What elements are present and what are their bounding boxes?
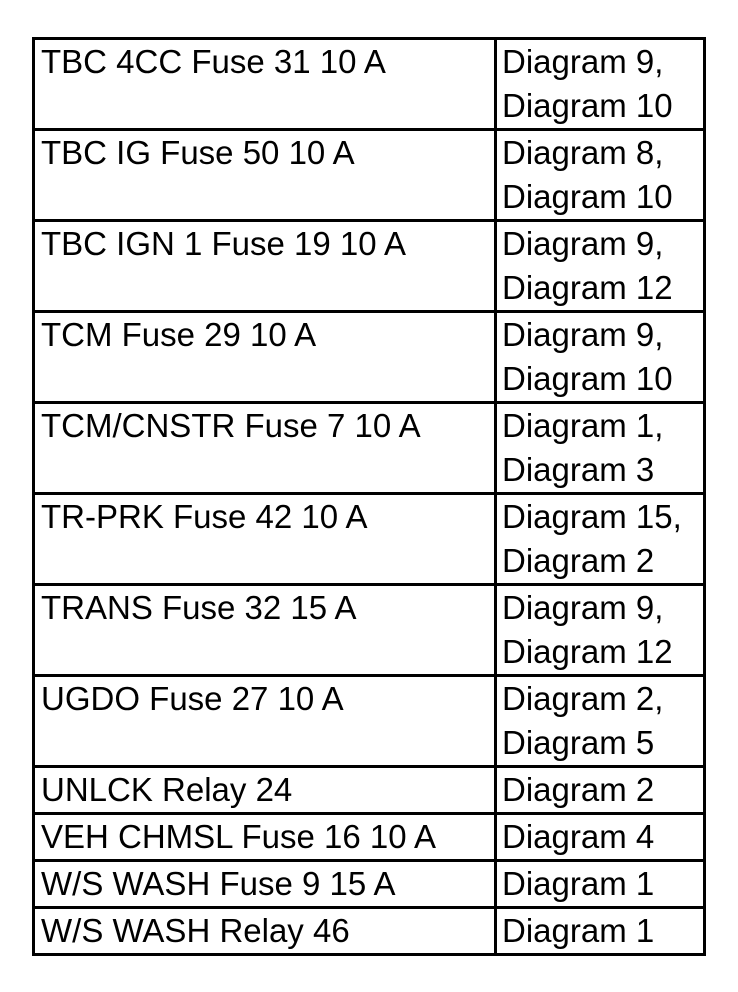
diagram-ref: Diagram 10 bbox=[502, 178, 673, 215]
diagram-cell bbox=[496, 676, 705, 767]
component-cell bbox=[34, 494, 496, 585]
diagram-ref: Diagram 8, bbox=[502, 134, 664, 171]
component-label: UGDO Fuse 27 10 A bbox=[41, 680, 344, 717]
component-cell bbox=[34, 312, 496, 403]
diagram-ref: Diagram 1, bbox=[502, 407, 664, 444]
table-row bbox=[34, 403, 705, 494]
component-cell bbox=[34, 676, 496, 767]
component-cell bbox=[34, 39, 496, 130]
table-row bbox=[34, 585, 705, 676]
fuse-relay-table bbox=[32, 37, 706, 956]
diagram-ref: Diagram 12 bbox=[502, 633, 673, 670]
diagram-ref: Diagram 2 bbox=[502, 542, 655, 579]
diagram-ref: Diagram 1 bbox=[502, 912, 655, 949]
diagram-ref: Diagram 5 bbox=[502, 724, 655, 761]
component-label: TBC IG Fuse 50 10 A bbox=[41, 134, 355, 171]
diagram-ref: Diagram 4 bbox=[502, 818, 655, 855]
diagram-cell bbox=[496, 221, 705, 312]
diagram-cell bbox=[496, 312, 705, 403]
diagram-cell bbox=[496, 130, 705, 221]
component-label: TR-PRK Fuse 42 10 A bbox=[41, 498, 368, 535]
diagram-ref: Diagram 3 bbox=[502, 451, 655, 488]
component-label: VEH CHMSL Fuse 16 10 A bbox=[41, 818, 436, 855]
diagram-ref: Diagram 2 bbox=[502, 771, 655, 808]
diagram-ref: Diagram 9, bbox=[502, 589, 664, 626]
diagram-ref: Diagram 10 bbox=[502, 360, 673, 397]
diagram-cell bbox=[496, 767, 705, 814]
component-cell bbox=[34, 585, 496, 676]
component-cell bbox=[34, 767, 496, 814]
diagram-ref: Diagram 9, bbox=[502, 43, 664, 80]
component-label: W/S WASH Fuse 9 15 A bbox=[41, 865, 396, 902]
diagram-cell bbox=[496, 403, 705, 494]
table-row bbox=[34, 312, 705, 403]
table-row bbox=[34, 494, 705, 585]
component-cell bbox=[34, 814, 496, 861]
diagram-ref: Diagram 2, bbox=[502, 680, 664, 717]
table-row bbox=[34, 221, 705, 312]
component-label: TBC 4CC Fuse 31 10 A bbox=[41, 43, 386, 80]
component-cell bbox=[34, 221, 496, 312]
component-label: W/S WASH Relay 46 bbox=[41, 912, 350, 949]
fuse-relay-table-container bbox=[32, 37, 703, 956]
diagram-ref: Diagram 12 bbox=[502, 269, 673, 306]
table-row bbox=[34, 814, 705, 861]
component-label: TCM Fuse 29 10 A bbox=[41, 316, 317, 353]
table-row bbox=[34, 676, 705, 767]
diagram-cell bbox=[496, 494, 705, 585]
diagram-cell bbox=[496, 814, 705, 861]
diagram-cell bbox=[496, 908, 705, 955]
table-row bbox=[34, 861, 705, 908]
diagram-ref: Diagram 15, bbox=[502, 498, 682, 535]
component-cell bbox=[34, 861, 496, 908]
diagram-ref: Diagram 9, bbox=[502, 225, 664, 262]
diagram-ref: Diagram 9, bbox=[502, 316, 664, 353]
diagram-cell bbox=[496, 585, 705, 676]
table-row bbox=[34, 130, 705, 221]
component-cell bbox=[34, 130, 496, 221]
component-label: UNLCK Relay 24 bbox=[41, 771, 293, 808]
diagram-cell bbox=[496, 39, 705, 130]
diagram-ref: Diagram 10 bbox=[502, 87, 673, 124]
table-row bbox=[34, 908, 705, 955]
component-cell bbox=[34, 403, 496, 494]
component-label: TRANS Fuse 32 15 A bbox=[41, 589, 357, 626]
component-label: TCM/CNSTR Fuse 7 10 A bbox=[41, 407, 421, 444]
table-row bbox=[34, 39, 705, 130]
component-label: TBC IGN 1 Fuse 19 10 A bbox=[41, 225, 406, 262]
diagram-cell bbox=[496, 861, 705, 908]
table-row bbox=[34, 767, 705, 814]
diagram-ref: Diagram 1 bbox=[502, 865, 655, 902]
component-cell bbox=[34, 908, 496, 955]
